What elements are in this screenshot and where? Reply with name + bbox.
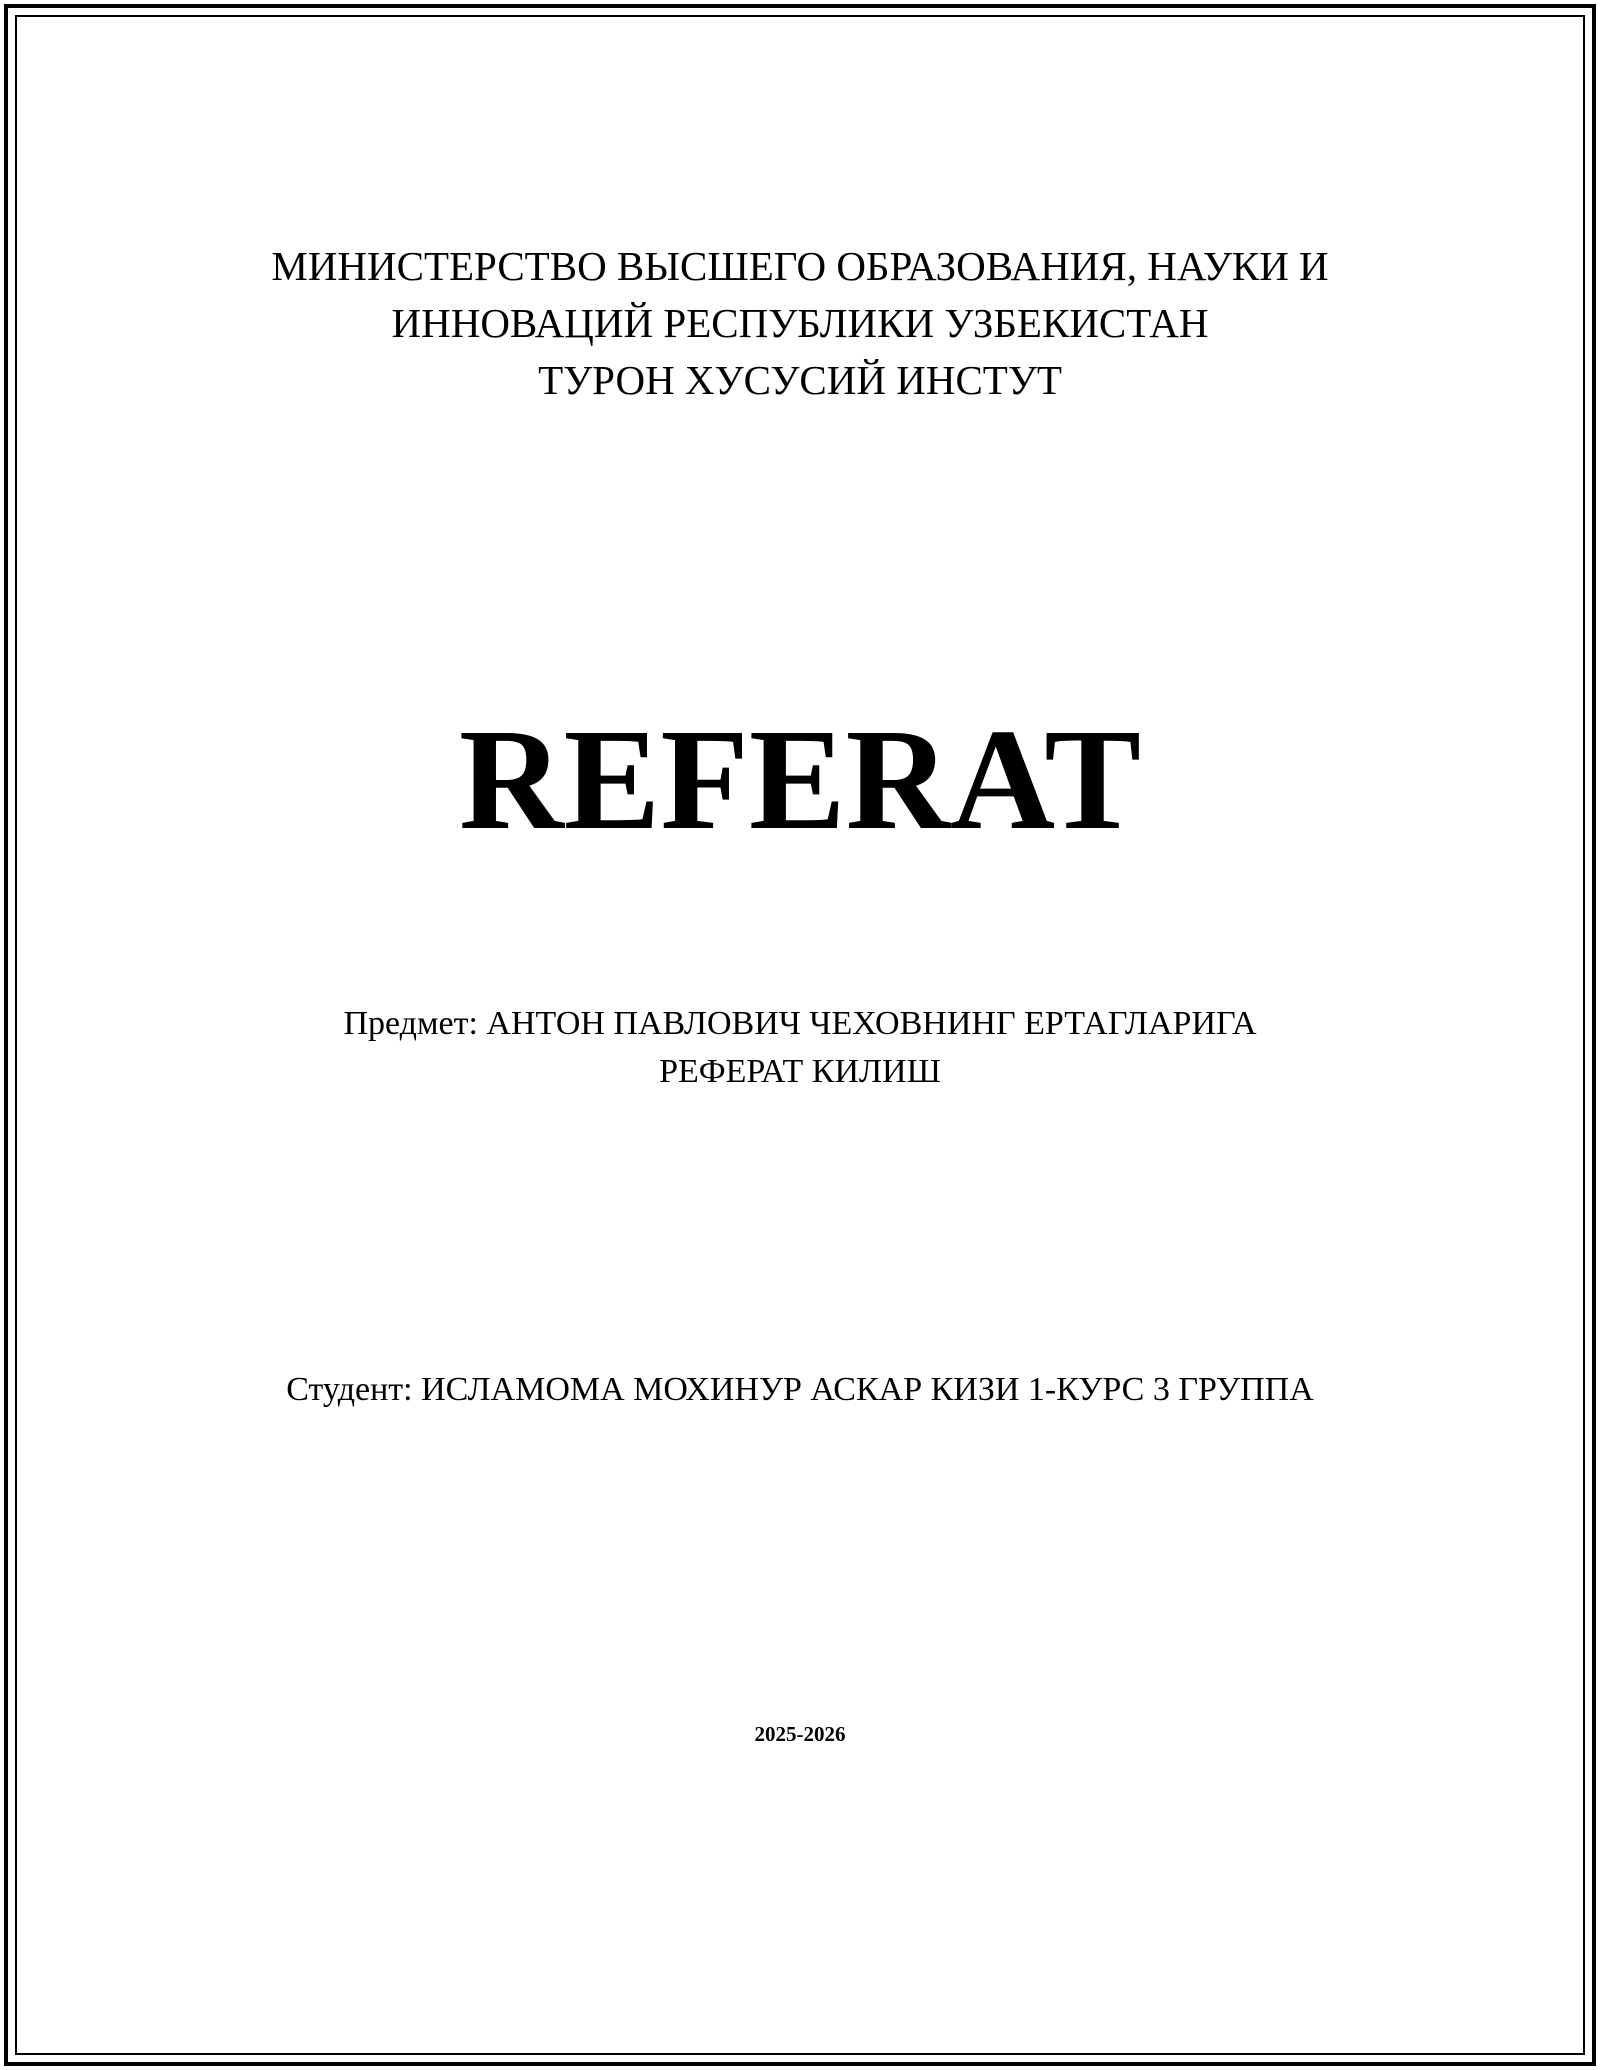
- document-title: REFERAT: [458, 700, 1142, 860]
- institution-header: [0, 238, 1600, 409]
- subject-line-1: Предмет: АНТОН ПАВЛОВИЧ ЧЕХОВНИНГ ЕРТАГЛАРИГА: [343, 1005, 1257, 1042]
- header-line-1: МИНИСТЕРСТВО ВЫСШЕГО ОБРАЗОВАНИЯ, НАУКИ И: [271, 243, 1329, 289]
- header-line-3: ТУРОН ХУСУСИЙ ИНСТУТ: [538, 357, 1062, 403]
- subject-line-2: РЕФЕРАТ КИЛИШ: [659, 1053, 941, 1090]
- subject-block: [0, 1000, 1600, 1096]
- header-line-2: ИННОВАЦИЙ РЕСПУБЛИКИ УЗБЕКИСТАН: [391, 300, 1209, 346]
- academic-year: 2025-2026: [754, 1722, 846, 1746]
- student-info: Студент: ИСЛАМОМА МОХИНУР АСКАР КИЗИ 1-КУРС 3 ГРУППА: [286, 1371, 1314, 1408]
